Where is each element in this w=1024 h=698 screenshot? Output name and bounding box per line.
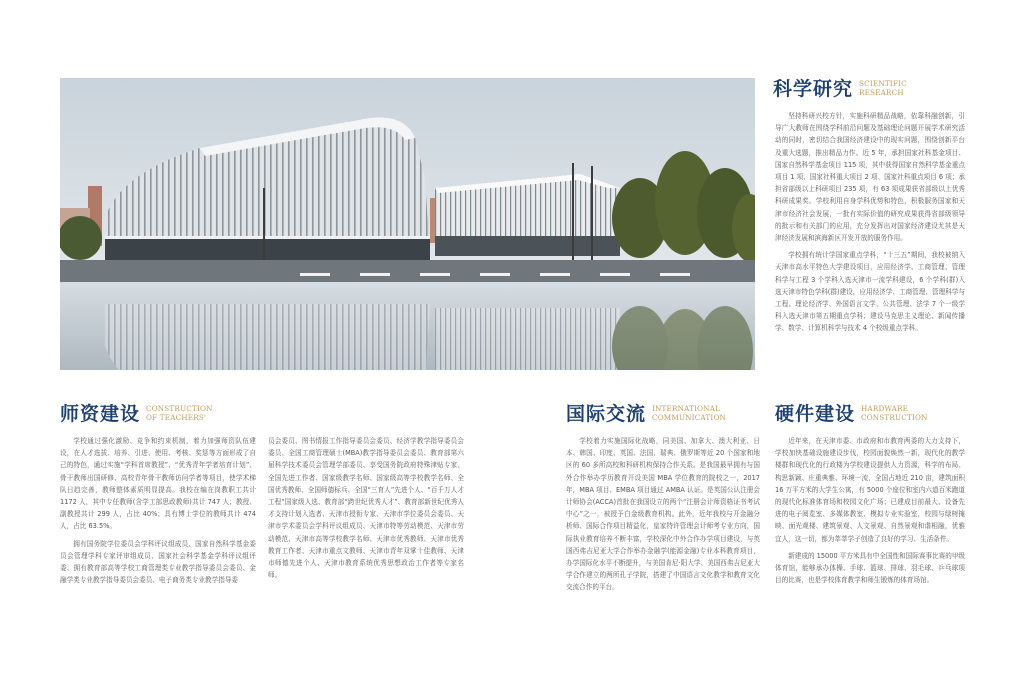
faculty-text-col1 <box>60 435 256 591</box>
international-title: 国际交流 <box>566 403 647 425</box>
international-header <box>566 403 726 425</box>
faculty-header <box>60 403 213 425</box>
building-reflection-image <box>60 78 755 370</box>
paragraph: 近年来，在天津市委、市政府和市教育两委的大力支持下，学校加快基础设施建设步伐，校园面貌焕然一新，现代化的教学楼群和现代化的行政楼为学校建设提供人力资源，科学的布局、构思新颖、庄重典雅、环境一流，全国占地近 210 亩，建筑面积 16 万平方米的大学生公寓，有 5000 个座位和室内六道百米跑道的现代化标准体育场和校园文化广场；已建成目前最大、设备先进的电子阅览室、多媒体教室、模拟专业实验室，校园与绿树掩映、面光观楼、建筑景观、人文景观、自然景观和谐相融，优雅宜人，这一切，都为莘莘学子创造了良好的学习、生活条件。 <box>775 437 965 543</box>
paragraph: 学校拥有统计学国家重点学科，“十三五”期间，我校被纳入天津市高水平特色大学建设项目，应用经济学、工商管理、管理科学与工程 3 个学科入选天津市一流学科建设，6 个学科(群)入选天津市特色学科(群)建设，应用经济学、工商管理、管理科学与工程、理论经济学、外国语言文学、公共管理、法学 7 个一级学科入选天津市第五期重点学科；建设马克思主义理论、新闻传播学、数学、计算机科学与技术 4 个校级重点学科。 <box>775 251 965 333</box>
international-text <box>566 435 760 599</box>
paragraph: 拥有国务院学位委员会学科评议组成员、国家自然科学基金委员会管理学科专家评审组成员、国家社会科学基金学科评议组评委、拥有教育部高等学校工商管理类专业教学指导委员会委员、金融学类专业教学指导委员会委员、电子商务类专业教学指导委 <box>60 539 256 585</box>
science-research-en-title: SCIENTIFIC RESEARCH <box>859 79 907 97</box>
hardware-text <box>775 435 965 591</box>
hardware-header <box>775 403 928 425</box>
science-research-text <box>775 110 965 340</box>
science-research-title: 科学研究 <box>773 78 854 100</box>
hardware-title: 硬件建设 <box>775 403 856 425</box>
international-en-title: INTERNATIONAL COMMUNICATION <box>652 404 727 422</box>
paragraph: 员会委员、图书情报工作指导委员会委员、经济学教学指导委员会委员、全国工商管理硕士(MBA)教学指导委员会委员、教育部第六届科学技术委员会管理学部委员、享受国务院政府特殊津贴专家、全国先进工作者、国家级教学名师、国家级高等学校教学名师、全国优秀教师、全国师德标兵、全国“三育人”先进个人、“百千万人才工程”国家级人选、教育部“跨世纪优秀人才”、教育部新世纪优秀人才支持计划入选者、天津市授衔专家、天津市学位委员会委员、天津市学术委员会学科评议组成员、天津市特等劳动模范、天津市劳动模范、天津市高等学校教学名师、天津市优秀教师、天津市优秀教育工作者、天津市重点文教师、天津市青年双掌十佳教师、天津市师德先进个人、天津市教育系统优秀思想政治工作者等专家名师。 <box>268 437 464 580</box>
faculty-title: 师资建设 <box>60 403 141 425</box>
hardware-en-title: HARDWARE CONSTRUCTION <box>861 404 928 422</box>
campus-building-photo <box>60 78 755 370</box>
paragraph: 学校着力实施国际化战略，同美国、加拿大、澳大利亚、日本、韩国、印度、英国、法国、瑞典、俄罗斯等近 20 个国家和地区的 60 多所高校和科研机构保持合作关系。是我国最早拥有与国外合作举办学历教育开设美国 MBA 学位教育的院校之一，2017 年，MBA 项目、EMBA 项目通过 AMBA 认证。是英国公认注册会计师协会(ACCA)首批在我国设立的两个“注册会计师资格证书考试中心”之一，被授予白金级教育机构。此外，近年我校与开金融分析师、国际合作项目精益化，皇家特许管理会计师考专业方向，国际执业教育培养不断丰富，学校深化中外合作办学项目建设，与英国西弗吉尼亚大学合作举办金融学(能源金融)专业本科教育项目，办学国际化水平不断提升，与美国肯尼·阳大学、美国西弗吉尼亚大学合作建立的两所孔子学院，搭建了中国语言文化教学和教育文化交流合作的平台。 <box>566 437 760 592</box>
paragraph: 坚持科研兴校方针，实施科研精品战略，依靠科融创新，引导广大教师在围绕学科前沿问题及基础理论问题开展学术研究活动的同时，密切结合我国经济建设中的现实问题，围绕创新平台及重大选题，推出精品力作。近 5 年，承担国家社科基金项目、国家自然科学基金项目 115 项，其中获得国家自然科学基金重点项目 1 项、国家社科重大项目 2 项、国家社科重点项目 6 项；承担省部级以上科研项目 235 项，有 63 项成果获省部级以上优秀科研成果奖。学校利用自身学科优势和特色，积极服务国家和天津市经济社会发展，一批有实际价值的研究成果获得省部级领导的批示和有关部门的应用，充分发挥出对国家经济建设尤其是天津经济发展和滨海新区开发开放的服务作用。 <box>775 112 966 243</box>
paragraph: 学校通过强化激励、竞争和约束机制，着力加强师资队伍建设，在人才选拔、培养、引进、使用、考核、奖惩等方面形成了自己的特色，通过实施“学科首席教授”、“优秀青年学者培育计划”、骨干教师出国研修、高校青年骨干教师访问学者等项目，使学术梯队日趋完善，教师整体素质明显提高。我校在编在岗教职工共计 1172 人，其中专任教师(含学工部思政教师)共计 747 人；教授、副教授共计 299 人，占比 40%；具有博士学位的教师共计 474 人，占比 63.5%。 <box>60 437 256 531</box>
science-research-header <box>773 78 907 100</box>
paragraph: 新建成的 15000 平方米具有中全国性和国际赛事比赛的甲级体育馆，能够承办体操、手球、篮球、排球、羽毛球、乒乓球项目的比赛，也是学校体育教学和师生锻炼的体育场馆。 <box>775 551 966 585</box>
faculty-text-col2 <box>268 435 464 586</box>
faculty-en-title: CONSTRUCTION OF TEACHERS' <box>146 404 213 422</box>
